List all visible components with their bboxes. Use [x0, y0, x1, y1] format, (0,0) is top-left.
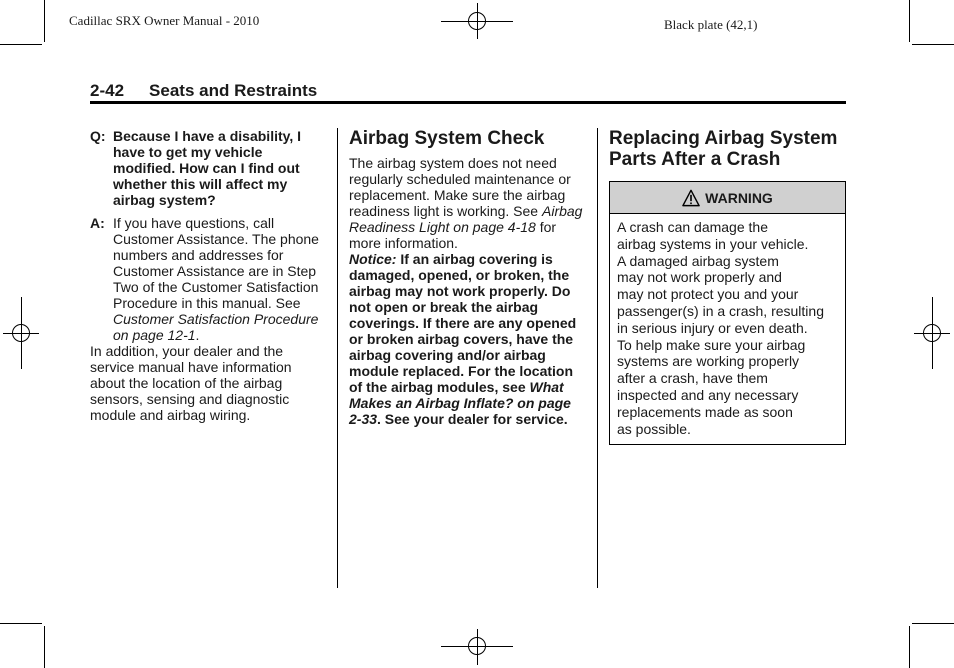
notice-text: If an airbag covering is damaged, opened, or broken, the airbag may not work properly. Do not open or break the airbag coverings. If there are any opened or broken airbag covers, have the airbag covering and/or airbag module replaced. For the location of the airbag modules, see	[349, 251, 577, 395]
answer-block	[90, 215, 325, 343]
crop-mark	[912, 44, 954, 45]
crop-mark	[0, 44, 42, 45]
question-block	[90, 128, 325, 208]
notice-paragraph	[349, 251, 587, 427]
plate-label: Black plate (42,1)	[664, 17, 758, 32]
warning-body	[610, 214, 845, 444]
warning-line: A damaged airbag system	[617, 252, 779, 269]
column-1	[90, 128, 325, 423]
warning-box	[609, 181, 846, 445]
answer-text	[113, 215, 325, 343]
answer-end: .	[195, 327, 200, 343]
warning-line: systems are working properly	[617, 353, 800, 370]
warning-header	[610, 182, 845, 214]
check-body-text: The airbag system does not need regularly scheduled maintenance or replacement. Make sure the airbag readiness light is working. See	[349, 155, 571, 219]
answer-cross-reference: Customer Satisfaction Procedure on page 12-1	[113, 311, 319, 343]
question-label: Q:	[90, 128, 106, 144]
notice-label: Notice:	[349, 251, 397, 267]
warning-label: WARNING	[705, 189, 773, 206]
warning-line: in serious injury or even death.	[617, 319, 808, 336]
section-header	[90, 81, 317, 101]
answer-label: A:	[90, 215, 105, 231]
notice-cross-reference: What Makes an Airbag Inflate? on page 2-33	[349, 379, 571, 427]
column-2	[349, 128, 587, 427]
column-divider	[597, 128, 598, 588]
column-divider	[337, 128, 338, 588]
question-text: Because I have a disability, I have to get my vehicle modified. How can I find out whether this will affect my airbag system?	[113, 128, 302, 208]
crop-mark	[909, 0, 910, 42]
crop-mark	[44, 626, 45, 668]
warning-line: To help make sure your airbag	[617, 336, 806, 353]
crop-mark	[44, 0, 45, 42]
warning-line: after a crash, have them	[617, 370, 768, 387]
info-paragraph: In addition, your dealer and the service manual have information about the location of the airbag sensors, sensing and diagnostic module and airbag wiring.	[90, 343, 292, 423]
warning-line: may not work properly and	[617, 269, 782, 286]
section-title: Seats and Restraints	[149, 81, 318, 100]
page-number: 2-42	[90, 81, 125, 100]
warning-line: replacements made as soon	[617, 403, 793, 420]
header-rule	[90, 101, 846, 104]
warning-line: may not protect you and your	[617, 286, 799, 303]
warning-line: inspected and any necessary	[617, 386, 799, 403]
column-3	[609, 128, 846, 445]
warning-triangle-icon	[682, 189, 700, 207]
warning-line: A crash can damage the	[617, 219, 768, 235]
crop-mark	[0, 623, 42, 624]
warning-line: as possible.	[617, 420, 691, 437]
check-cross-reference: Airbag Readiness Light on page 4-18	[349, 203, 583, 235]
crop-mark	[912, 623, 954, 624]
warning-line: passenger(s) in a crash, resulting	[617, 302, 824, 319]
replacing-parts-heading: Replacing Airbag System Parts After a Crash	[609, 128, 838, 170]
answer-body: If you have questions, call Customer Assistance. The phone numbers and addresses for Customer Assistance are in Step Two of the Customer Satisfaction Procedure in this manual. See	[113, 215, 319, 311]
crop-mark	[909, 626, 910, 668]
airbag-check-heading: Airbag System Check	[349, 128, 545, 149]
check-body-end: for more information.	[349, 219, 557, 251]
warning-line: airbag systems in your vehicle.	[617, 235, 809, 252]
manual-title: Cadillac SRX Owner Manual - 2010	[69, 13, 260, 28]
airbag-check-body	[349, 155, 587, 251]
notice-end: . See your dealer for service.	[377, 411, 568, 427]
